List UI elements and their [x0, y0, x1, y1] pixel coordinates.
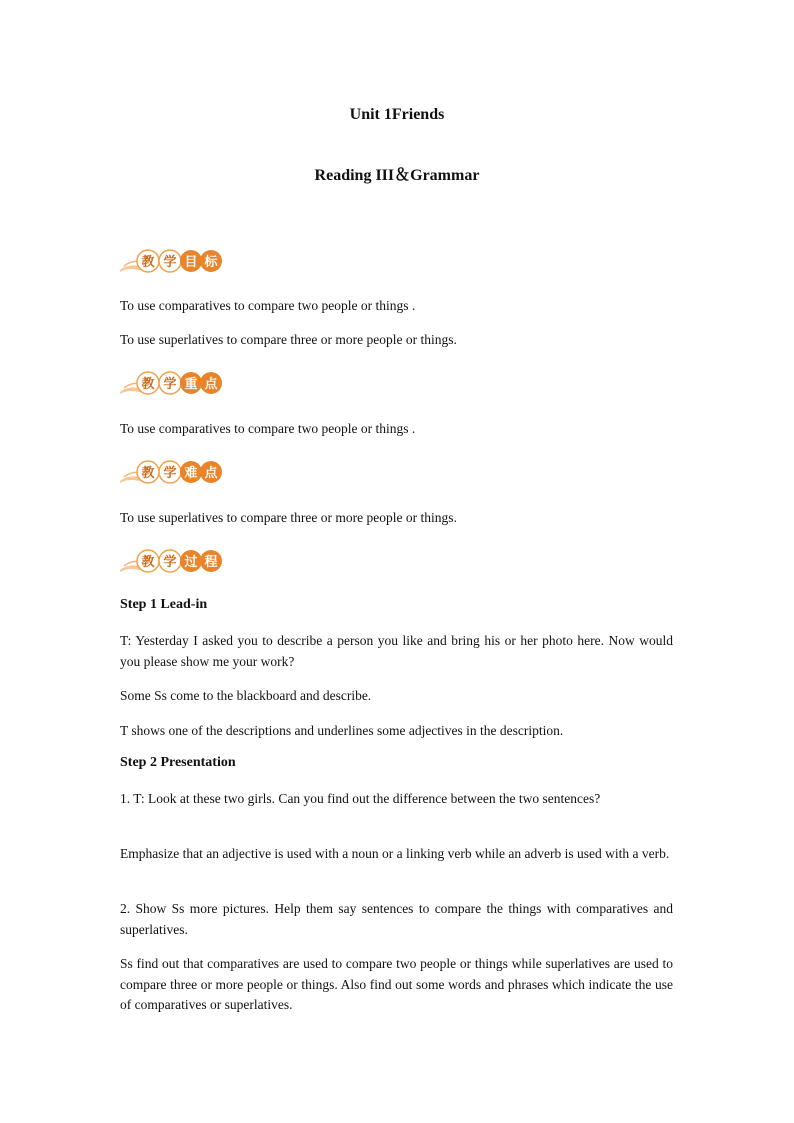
badge-char-3: 难 — [184, 466, 198, 481]
badge-char-4: 点 — [204, 377, 218, 392]
page-title: Unit 1Friends — [349, 106, 445, 123]
key-point-line-1: To use comparatives to compare two people or things . — [120, 421, 416, 436]
badge-char-4: 点 — [204, 466, 218, 481]
badge-char-2: 学 — [163, 555, 177, 570]
objective-line-2: To use superlatives to compare three or more people or things. — [120, 332, 457, 347]
badge-char-3: 过 — [184, 555, 198, 570]
badge-char-1: 教 — [141, 255, 155, 270]
step-1-heading: Step 1 Lead-in — [120, 597, 208, 612]
step-2-paragraph-1: 1. T: Look at these two girls. Can you find out the difference between the two sentences? — [120, 791, 601, 806]
difficulty-line-1: To use superlatives to compare three or more people or things. — [120, 510, 457, 525]
badge-char-3: 重 — [184, 377, 198, 392]
badge-char-2: 学 — [163, 255, 177, 270]
key-points-badge — [118, 370, 226, 398]
objective-line-1: To use comparatives to compare two people or things . — [120, 298, 416, 313]
teaching-objectives-badge — [118, 248, 226, 276]
badge-char-2: 学 — [163, 377, 177, 392]
badge-char-1: 教 — [141, 377, 155, 392]
step-2-paragraph-2: Emphasize that an adjective is used with a noun or a linking verb while an adverb is used with a verb. — [120, 846, 670, 861]
badge-char-1: 教 — [141, 555, 155, 570]
page-subtitle: Reading III＆Grammar — [314, 167, 480, 184]
badge-char-1: 教 — [141, 466, 155, 481]
step-1-paragraph-2: Some Ss come to the blackboard and describe. — [120, 688, 372, 703]
teaching-process-badge — [118, 548, 226, 576]
badge-char-3: 目 — [184, 255, 198, 270]
step-1-paragraph-1: T: Yesterday I asked you to describe a person you like and bring his or her photo here. Now would you please show me your work? — [120, 633, 673, 669]
difficulties-badge — [118, 459, 226, 487]
badge-char-4: 标 — [204, 255, 218, 270]
step-2-paragraph-3: 2. Show Ss more pictures. Help them say sentences to compare the things with comparatives and superlatives. — [120, 901, 673, 937]
badge-char-2: 学 — [163, 466, 177, 481]
step-2-heading: Step 2 Presentation — [120, 755, 236, 770]
step-2-paragraph-4: Ss find out that comparatives are used to compare two people or things while superlatives are used to compare three or more people or things. Also find out some words and phrases which indicate the use of comparatives or superlatives. — [120, 956, 673, 1012]
step-1-paragraph-3: T shows one of the descriptions and underlines some adjectives in the description. — [120, 723, 564, 738]
badge-char-4: 程 — [204, 555, 218, 570]
